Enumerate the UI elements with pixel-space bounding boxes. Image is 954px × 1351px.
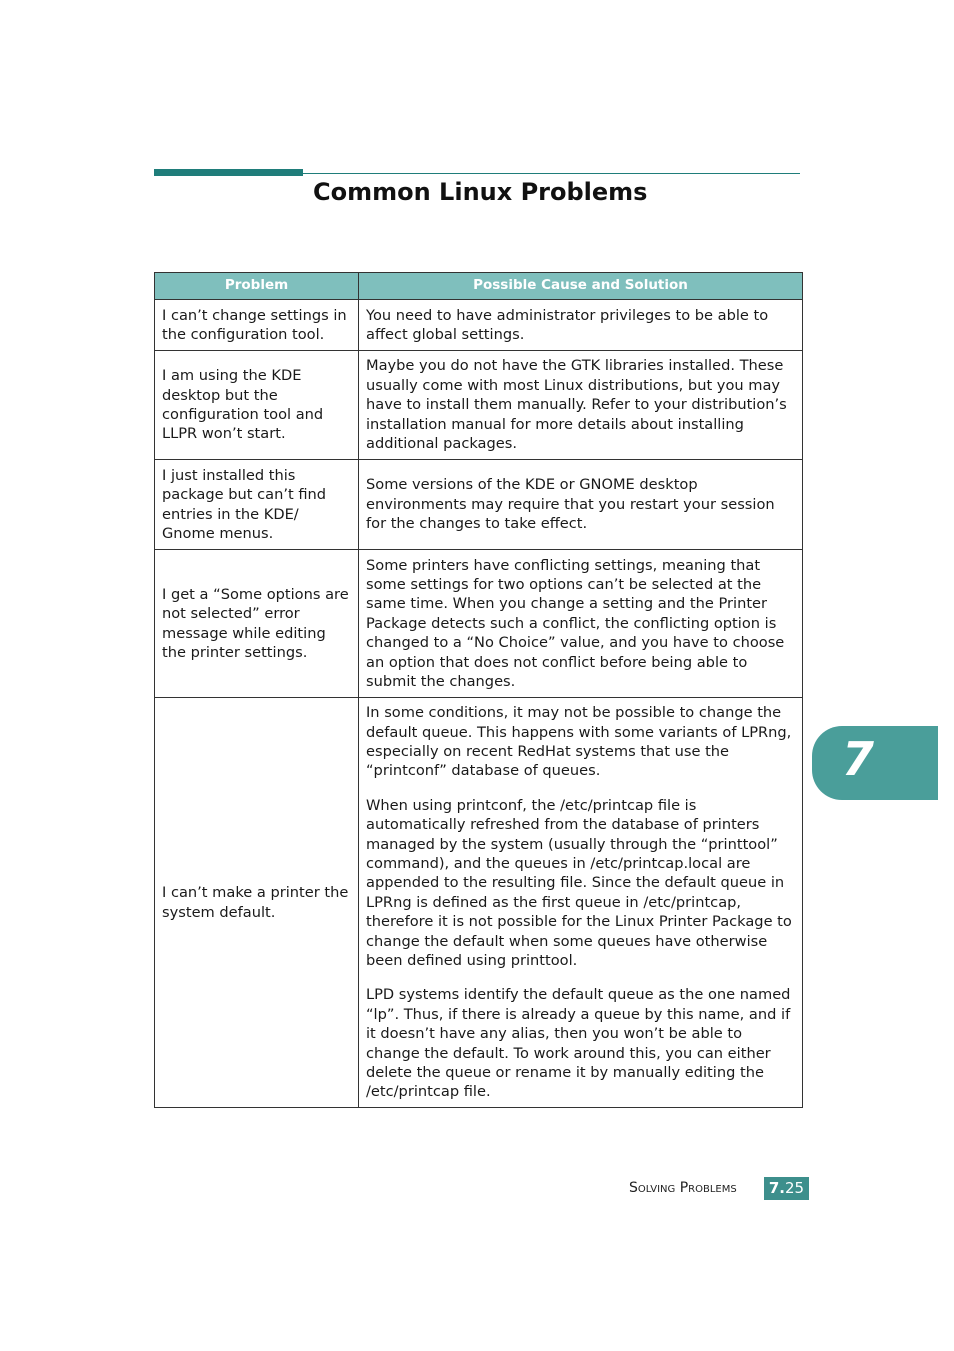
- problems-table: [154, 272, 803, 1108]
- problem-cell: I get a “Some options are not selected” error message while editing the printer settings.: [155, 550, 359, 698]
- table-row: [155, 351, 803, 460]
- solution-cell: [359, 460, 803, 550]
- solution-cell: [359, 300, 803, 351]
- footer-section-title: Solving Problems: [629, 1180, 737, 1196]
- solution-cell: [359, 698, 803, 1108]
- page-number-page: 25: [785, 1179, 805, 1197]
- problem-cell: I can’t make a printer the system default.: [155, 698, 359, 1108]
- solution-paragraph: You need to have administrator privileges to be able to affect global settings.: [366, 306, 769, 343]
- page-title: Common Linux Problems: [313, 178, 648, 206]
- column-header-solution: Possible Cause and Solution: [359, 273, 803, 300]
- solution-paragraph: When using printconf, the /etc/printcap file is automatically refreshed from the database of printers managed by the system (usually through the “printtool” command), and the queues in /etc/printcap.local are appended to the resulting file. Since the default queue in LPRng is defined as the first queue in /etc/printcap, therefore it is not possible for the Linux Printer Package to change the default when some queues have otherwise been defined using printtool.: [366, 796, 792, 970]
- column-header-problem: Problem: [155, 273, 359, 300]
- table-row: [155, 698, 803, 1108]
- chapter-tab: [812, 726, 938, 800]
- problem-cell: I can’t change settings in the configuration tool.: [155, 300, 359, 351]
- solution-paragraph: LPD systems identify the default queue as the one named “lp”. Thus, if there is already a queue by this name, and if it doesn’t have any alias, then you won’t be able to change the default. To work around this, you can either delete the queue or rename it by manually editing the /etc/printcap file.: [366, 986, 791, 1101]
- solution-paragraph: Maybe you do not have the GTK libraries installed. These usually come with most Linux distributions, but you may have to install them manually. Refer to your distribution’s installation manual for more details about installing additional packages.: [366, 357, 787, 453]
- solution-paragraph: Some versions of the KDE or GNOME desktop environments may require that you restart your session for the changes to take effect.: [366, 476, 775, 533]
- solution-cell: [359, 351, 803, 460]
- solution-paragraph: Some printers have conflicting settings, meaning that some settings for two options can’t be selected at the same time. When you change a setting and the Printer Package detects such a conflict, the conflicting option is changed to a “No Choice” value, and you have to choose an option that does not conflict before being able to submit the changes.: [366, 556, 785, 691]
- table-row: [155, 460, 803, 550]
- solution-paragraph: In some conditions, it may not be possible to change the default queue. This happens with some variants of LPRng, especially on recent RedHat systems that use the “printconf” database of queues.: [366, 704, 792, 780]
- solution-cell: [359, 550, 803, 698]
- title-rule-line: [154, 173, 800, 174]
- table-header-row: [155, 273, 803, 300]
- page-number-badge: [764, 1177, 809, 1200]
- table-row: [155, 300, 803, 351]
- problem-cell: I am using the KDE desktop but the configuration tool and LLPR won’t start.: [155, 351, 359, 460]
- page-number-chapter: 7.: [768, 1179, 786, 1197]
- chapter-number: 7: [842, 732, 875, 786]
- table-row: [155, 550, 803, 698]
- problem-cell: I just installed this package but can’t find entries in the KDE/ Gnome menus.: [155, 460, 359, 550]
